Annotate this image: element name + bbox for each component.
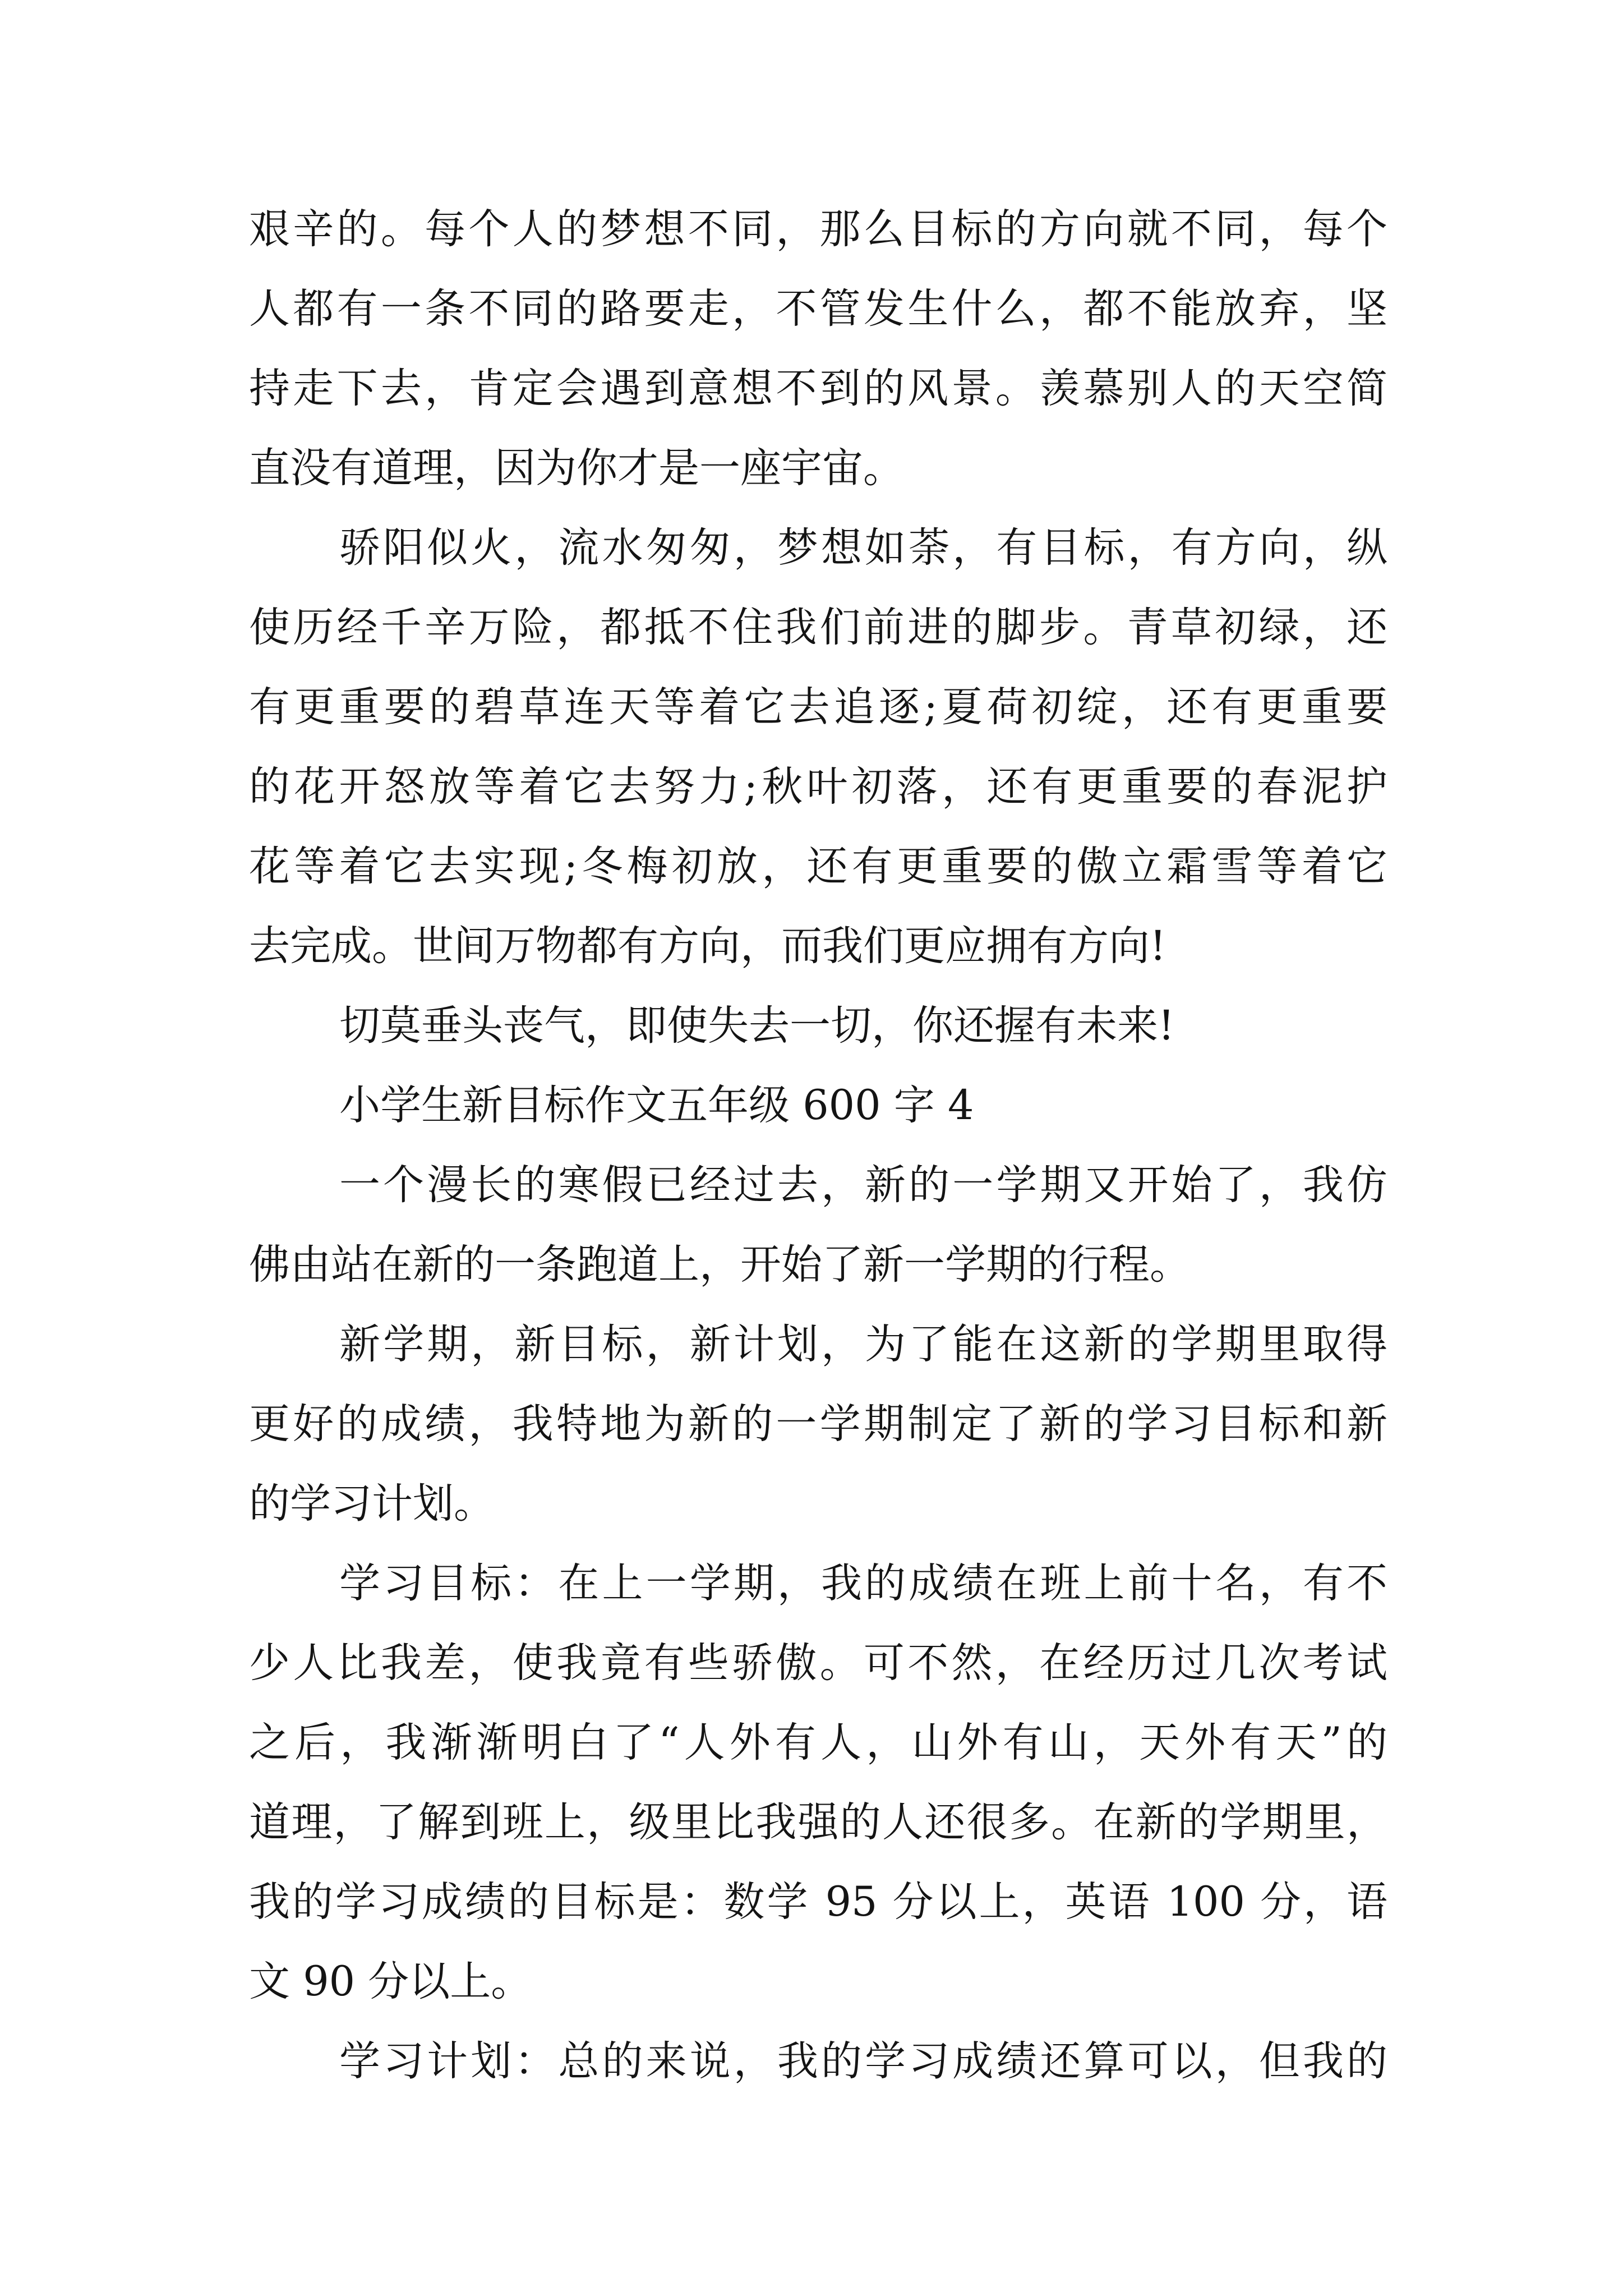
document-body [249, 190, 1387, 2101]
text-line: 花等着它去实现;冬梅初放，还有更重要的傲立霜雪等着它 [249, 843, 1387, 890]
text-line: 直没有道理，因为你才是一座宇宙。 [249, 444, 904, 492]
paragraph-first-line: 切莫垂头丧气，即使失去一切，你还握有未来! [339, 1002, 1175, 1050]
text-line: 道理，了解到班上，级里比我强的人还很多。在新的学期里， [249, 1798, 1387, 1846]
text-line: 的学习计划。 [249, 1480, 495, 1527]
text-line: 的花开怒放等着它去努力;秋叶初落，还有更重要的春泥护 [249, 763, 1387, 811]
text-line: 之后，我渐渐明白了“人外有人，山外有山，天外有天”的 [249, 1719, 1387, 1766]
text-line: 使历经千辛万险，都抵不住我们前进的脚步。青草初绿，还 [249, 604, 1387, 651]
text-line: 我的学习成绩的目标是：数学 95 分以上，英语 100 分，语 [249, 1878, 1387, 1926]
text-line: 人都有一条不同的路要走，不管发生什么，都不能放弃，坚 [249, 285, 1387, 333]
text-line: 更好的成绩，我特地为新的一学期制定了新的学习目标和新 [249, 1400, 1387, 1448]
paragraph-first-line: 新学期，新目标，新计划，为了能在这新的学期里取得 [339, 1320, 1387, 1368]
text-line: 少人比我差，使我竟有些骄傲。可不然，在经历过几次考试 [249, 1639, 1387, 1687]
text-line: 去完成。世间万物都有方向，而我们更应拥有方向! [249, 922, 1166, 970]
text-line: 文 90 分以上。 [249, 1958, 532, 2005]
text-line: 有更重要的碧草连天等着它去追逐;夏荷初绽，还有更重要 [249, 683, 1387, 731]
paragraph-first-line: 学习目标：在上一学期，我的成绩在班上前十名，有不 [339, 1559, 1387, 1607]
paragraph-first-line: 学习计划：总的来说，我的学习成绩还算可以，但我的 [339, 2037, 1387, 2085]
text-line: 艰辛的。每个人的梦想不同，那么目标的方向就不同，每个 [249, 205, 1387, 253]
paragraph-first-line: 一个漫长的寒假已经过去，新的一学期又开始了，我仿 [339, 1161, 1387, 1209]
text-line: 佛由站在新的一条跑道上，开始了新一学期的行程。 [249, 1241, 1191, 1289]
section-heading: 小学生新目标作文五年级 600 字 4 [339, 1082, 974, 1129]
text-line: 持走下去，肯定会遇到意想不到的风景。羡慕别人的天空简 [249, 365, 1387, 412]
paragraph-first-line: 骄阳似火，流水匆匆，梦想如荼，有目标，有方向，纵 [339, 524, 1387, 572]
